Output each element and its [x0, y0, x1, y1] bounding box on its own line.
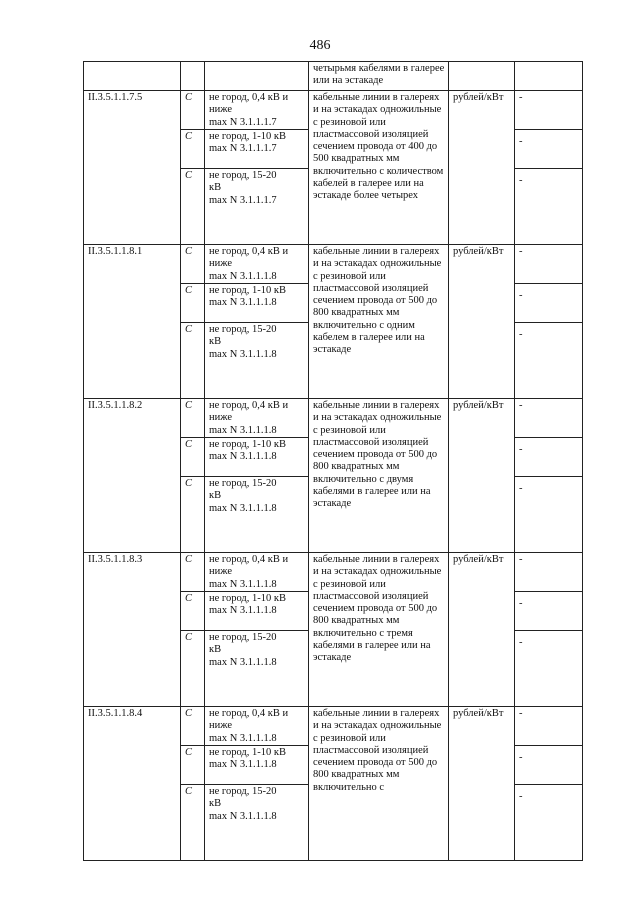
value-cell: -	[515, 323, 583, 399]
value-cell: -	[515, 399, 583, 438]
category-cell: С	[181, 323, 205, 399]
max-norm-label: max N 3.1.1.1.8	[209, 732, 277, 744]
max-norm-label: max N 3.1.1.1.8	[209, 656, 277, 668]
table-row	[84, 399, 583, 438]
unit-cell: рублей/кВт	[449, 245, 515, 399]
voltage-label: не город, 15-20	[209, 632, 277, 643]
value-cell	[515, 62, 583, 91]
category-cell: С	[181, 130, 205, 169]
max-norm-label: max N 3.1.1.1.8	[209, 297, 277, 309]
unit-cell: рублей/кВт	[449, 91, 515, 245]
voltage-cell	[205, 477, 309, 553]
max-norm-label: max N 3.1.1.1.7	[209, 194, 277, 206]
voltage-cell	[205, 91, 309, 130]
category-cell: С	[181, 169, 205, 245]
max-norm-label: max N 3.1.1.1.8	[209, 759, 277, 771]
voltage-cell	[205, 284, 309, 323]
voltage-label: ниже	[209, 104, 233, 116]
voltage-cell	[205, 746, 309, 785]
description-cell: кабельные линии в галереях и на эстакадах одножильные с резиновой или пластмассовой изоляцией сечением провода от 400 до 500 квадратных мм включительно с количеством кабелей в галерее или на эстакаде более четырех	[309, 91, 449, 245]
code-cell	[84, 62, 181, 91]
code-cell: II.3.5.1.1.8.4	[84, 707, 181, 861]
category-cell: С	[181, 245, 205, 284]
value-cell: -	[515, 592, 583, 631]
voltage-cell	[205, 438, 309, 477]
unit-cell	[449, 62, 515, 91]
category-cell: С	[181, 707, 205, 746]
value-cell: -	[515, 746, 583, 785]
max-norm-label: max N 3.1.1.1.8	[209, 578, 277, 590]
max-norm-label: max N 3.1.1.1.8	[209, 348, 277, 360]
category-cell: С	[181, 399, 205, 438]
value-cell: -	[515, 245, 583, 284]
description-cell: кабельные линии в галереях и на эстакадах одножильные с резиновой или пластмассовой изоляцией сечением провода от 500 до 800 квадратных мм включительно с двумя кабелями в галерее или на эстакаде	[309, 399, 449, 553]
category-cell: С	[181, 553, 205, 592]
unit-cell: рублей/кВт	[449, 707, 515, 861]
code-cell: II.3.5.1.1.8.3	[84, 553, 181, 707]
category-cell: С	[181, 592, 205, 631]
page-number: 486	[309, 38, 331, 53]
voltage-label: не город, 15-20	[209, 786, 277, 797]
table-row	[84, 707, 583, 746]
category-cell: С	[181, 746, 205, 785]
voltage-cell	[205, 130, 309, 169]
voltage-cell	[205, 553, 309, 592]
unit-cell: рублей/кВт	[449, 553, 515, 707]
voltage-label: ниже	[209, 720, 233, 732]
voltage-label: ниже	[209, 412, 233, 424]
voltage-label: не город, 0,4 кВ и	[209, 246, 289, 257]
voltage-label: кВ	[209, 798, 222, 810]
value-cell: -	[515, 284, 583, 323]
value-cell: -	[515, 438, 583, 477]
voltage-cell	[205, 323, 309, 399]
description-cell: кабельные линии в галереях и на эстакадах одножильные с резиновой или пластмассовой изоляцией сечением провода от 500 до 800 квадратных мм включительно с тремя кабелями в галерее или на эстакаде	[309, 553, 449, 707]
voltage-label: не город, 15-20	[209, 324, 277, 335]
max-norm-label: max N 3.1.1.1.8	[209, 424, 277, 436]
voltage-label: не город, 15-20	[209, 478, 277, 489]
voltage-label: не город, 1-10 кВ	[209, 285, 286, 296]
value-cell: -	[515, 707, 583, 746]
voltage-label: кВ	[209, 490, 222, 502]
voltage-cell	[205, 631, 309, 707]
table-row	[84, 553, 583, 592]
voltage-label: не город, 0,4 кВ и	[209, 92, 289, 103]
code-cell: II.3.5.1.1.7.5	[84, 91, 181, 245]
category-cell: С	[181, 284, 205, 323]
voltage-label: кВ	[209, 182, 222, 194]
voltage-label: не город, 1-10 кВ	[209, 593, 286, 604]
table-row	[84, 245, 583, 284]
voltage-label: ниже	[209, 258, 233, 270]
voltage-cell	[205, 707, 309, 746]
description-cell: кабельные линии в галереях и на эстакадах одножильные с резиновой или пластмассовой изоляцией сечением провода от 500 до 800 квадратных мм включительно с одним кабелем в галерее или на эстакаде	[309, 245, 449, 399]
category-cell: С	[181, 785, 205, 861]
value-cell: -	[515, 553, 583, 592]
voltage-label: не город, 0,4 кВ и	[209, 554, 289, 565]
voltage-label: ниже	[209, 566, 233, 578]
voltage-label: не город, 0,4 кВ и	[209, 708, 289, 719]
value-cell: -	[515, 477, 583, 553]
category-cell	[181, 62, 205, 91]
voltage-cell	[205, 169, 309, 245]
value-cell: -	[515, 91, 583, 130]
voltage-cell	[205, 592, 309, 631]
max-norm-label: max N 3.1.1.1.7	[209, 143, 277, 155]
max-norm-label: max N 3.1.1.1.8	[209, 605, 277, 617]
tariff-table	[83, 61, 583, 861]
voltage-label: не город, 1-10 кВ	[209, 439, 286, 450]
code-cell: II.3.5.1.1.8.1	[84, 245, 181, 399]
voltage-cell	[205, 785, 309, 861]
voltage-cell	[205, 245, 309, 284]
voltage-label: не город, 15-20	[209, 170, 277, 181]
voltage-label: не город, 1-10 кВ	[209, 747, 286, 758]
max-norm-label: max N 3.1.1.1.8	[209, 810, 277, 822]
description-cell: кабельные линии в галереях и на эстакадах одножильные с резиновой или пластмассовой изоляцией сечением провода от 500 до 800 квадратных мм включительно с	[309, 707, 449, 861]
table-row	[84, 62, 583, 91]
voltage-label: не город, 1-10 кВ	[209, 131, 286, 142]
voltage-label: не город, 0,4 кВ и	[209, 400, 289, 411]
max-norm-label: max N 3.1.1.1.8	[209, 502, 277, 514]
category-cell: С	[181, 91, 205, 130]
voltage-cell	[205, 62, 309, 91]
max-norm-label: max N 3.1.1.1.8	[209, 270, 277, 282]
value-cell: -	[515, 631, 583, 707]
table-row	[84, 91, 583, 130]
voltage-cell	[205, 399, 309, 438]
value-cell: -	[515, 785, 583, 861]
category-cell: С	[181, 477, 205, 553]
code-cell: II.3.5.1.1.8.2	[84, 399, 181, 553]
category-cell: С	[181, 438, 205, 477]
description-cell: четырьмя кабелями в галерее или на эстакаде	[309, 62, 449, 91]
voltage-label: кВ	[209, 644, 222, 656]
value-cell: -	[515, 169, 583, 245]
category-cell: С	[181, 631, 205, 707]
max-norm-label: max N 3.1.1.1.8	[209, 451, 277, 463]
value-cell: -	[515, 130, 583, 169]
unit-cell: рублей/кВт	[449, 399, 515, 553]
voltage-label: кВ	[209, 336, 222, 348]
max-norm-label: max N 3.1.1.1.7	[209, 116, 277, 128]
